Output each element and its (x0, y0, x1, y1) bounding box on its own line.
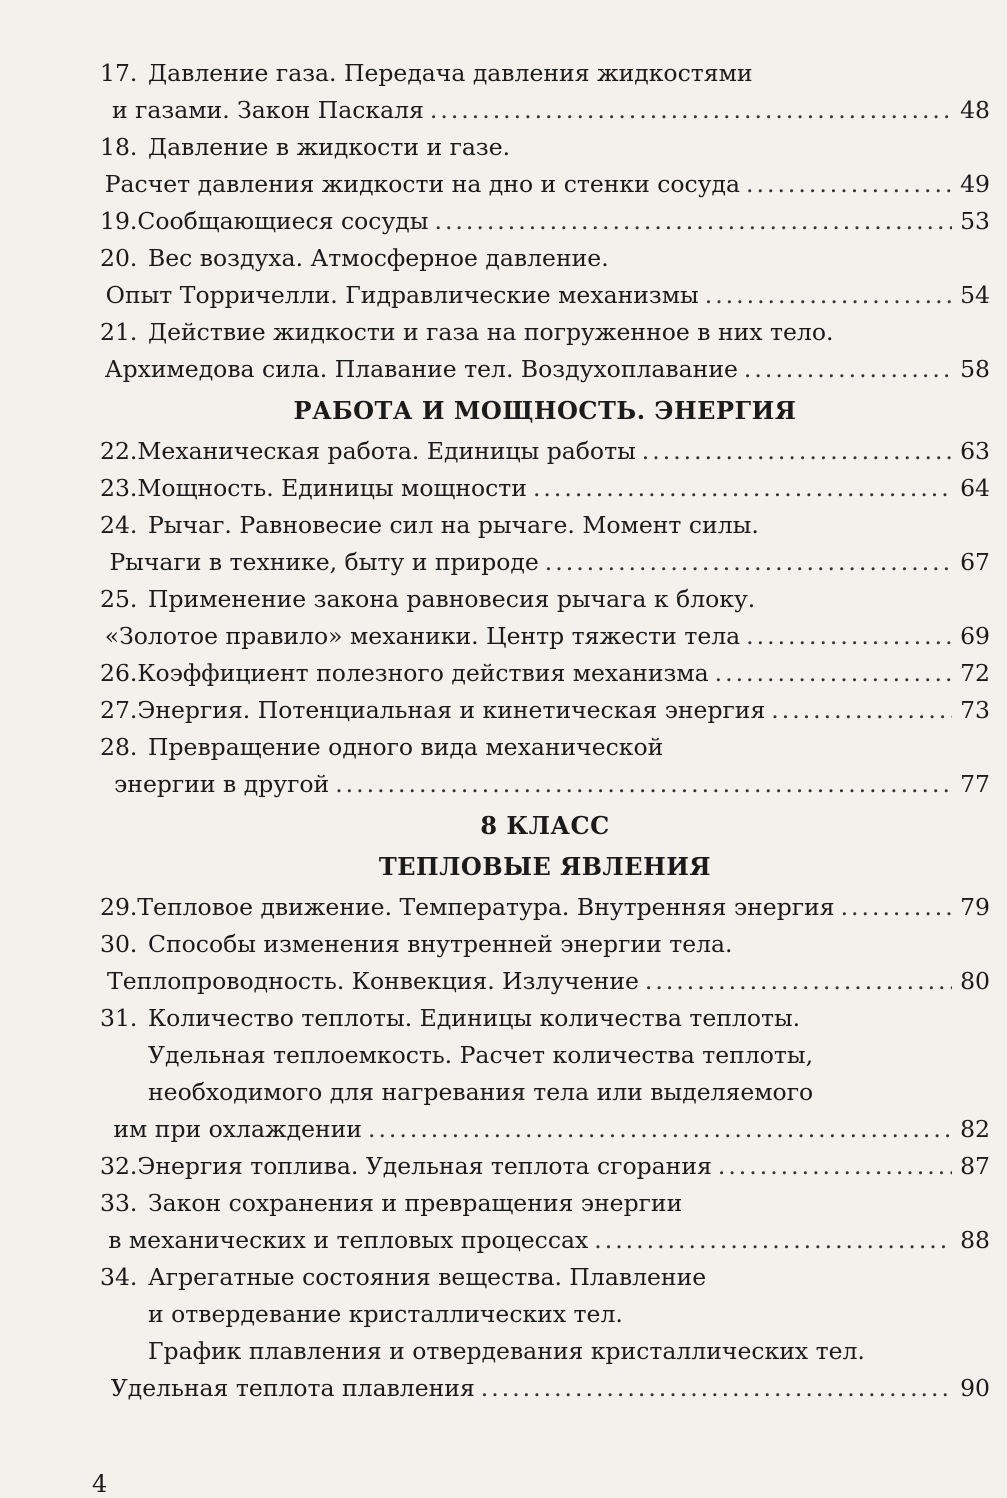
toc-entry-title: Рычаг. Равновесие сил на рычаге. Момент силы. (148, 511, 759, 539)
toc-entry (100, 470, 990, 507)
toc-entry-line (100, 963, 990, 1000)
toc-entry-line (100, 729, 990, 766)
dot-leader (771, 692, 952, 729)
toc-entry-title: Действие жидкости и газа на погруженное в них тело. (148, 318, 834, 346)
toc-entry-number: 20. (100, 244, 138, 272)
toc-entry-page: 67 (960, 548, 990, 576)
toc-entry-title: в механических и тепловых процессах (108, 1226, 589, 1254)
toc-entry (100, 314, 990, 388)
toc-entry (100, 1185, 990, 1259)
toc-entry-number: 19. (100, 207, 138, 235)
toc-entry-title: Давление в жидкости и газе. (148, 133, 511, 161)
table-of-contents (100, 55, 990, 1407)
toc-entry-title: Способы изменения внутренней энергии тела. (148, 930, 733, 958)
dot-leader (430, 92, 952, 129)
dot-leader (841, 889, 952, 926)
toc-entry-page: 77 (960, 770, 990, 798)
toc-entry-title: Агрегатные состояния вещества. Плавление (148, 1263, 707, 1291)
toc-entry-number: 21. (100, 318, 138, 346)
toc-entry-line (100, 1000, 990, 1037)
toc-entry-line (100, 240, 990, 277)
toc-entry-page: 54 (960, 281, 990, 309)
section-heading: 8 КЛАСС (480, 811, 610, 840)
toc-entry (100, 1000, 990, 1148)
toc-entry-number: 30. (100, 930, 138, 958)
dot-leader (642, 433, 952, 470)
toc-entry-title: Тепловое движение. Температура. Внутренняя энергия (137, 893, 835, 921)
toc-entry-title: Вес воздуха. Атмосферное давление. (148, 244, 609, 272)
toc-entry-line (100, 1074, 990, 1111)
dot-leader (744, 351, 952, 388)
toc-entry-line (100, 1037, 990, 1074)
toc-entry-page: 64 (960, 474, 990, 502)
toc-entry-title: Механическая работа. Единицы работы (137, 437, 636, 465)
toc-entry-line (100, 92, 990, 129)
toc-entry-title: Расчет давления жидкости на дно и стенки сосуда (104, 170, 741, 198)
toc-entry-title: Сообщающиеся сосуды (137, 207, 429, 235)
toc-entry-line (100, 433, 990, 470)
toc-entry-line (100, 277, 990, 314)
dot-leader (533, 470, 952, 507)
toc-entry-line (100, 351, 990, 388)
toc-entry-line (100, 544, 990, 581)
toc-entry (100, 692, 990, 729)
toc-entry-title: Превращение одного вида механической (148, 733, 664, 761)
toc-entry-line (100, 655, 990, 692)
toc-entry-page: 53 (960, 207, 990, 235)
toc-entry (100, 433, 990, 470)
toc-entry-title: Удельная теплоемкость. Расчет количества теплоты, (148, 1041, 814, 1069)
toc-entry-line (100, 889, 990, 926)
toc-entry-line (100, 581, 990, 618)
dot-leader (368, 1111, 952, 1148)
toc-entry-page: 58 (960, 355, 990, 383)
toc-entry-title: Удельная теплота плавления (110, 1374, 475, 1402)
toc-entry (100, 581, 990, 655)
toc-entry-number: 32. (100, 1152, 138, 1180)
toc-entry-line (100, 470, 990, 507)
toc-entry-line (100, 1222, 990, 1259)
toc-entry-page: 49 (960, 170, 990, 198)
dot-leader (481, 1370, 952, 1407)
toc-entry-line (100, 507, 990, 544)
toc-entry-title: им при охлаждении (113, 1115, 362, 1143)
toc-entry-title: Количество теплоты. Единицы количества теплоты. (148, 1004, 801, 1032)
toc-entry-line (100, 1111, 990, 1148)
toc-entry-number: 24. (100, 511, 138, 539)
toc-entry-page: 63 (960, 437, 990, 465)
toc-entry-line (100, 55, 990, 92)
toc-entry-line (100, 1370, 990, 1407)
toc-entry-title: необходимого для нагревания тела или выделяемого (148, 1078, 814, 1106)
toc-entry-line (100, 692, 990, 729)
toc-entry-number: 34. (100, 1263, 138, 1291)
toc-entry-line (100, 1333, 990, 1370)
toc-entry-title: и отвердевание кристаллических тел. (148, 1300, 623, 1328)
section-heading: РАБОТА И МОЩНОСТЬ. ЭНЕРГИЯ (293, 396, 797, 425)
toc-entry-title: Применение закона равновесия рычага к блоку. (148, 585, 756, 613)
toc-entry (100, 729, 990, 803)
toc-entry-number: 26. (100, 659, 138, 687)
dot-leader (715, 655, 952, 692)
dot-leader (705, 277, 952, 314)
toc-entry-page: 73 (960, 696, 990, 724)
toc-entry-title: Теплопроводность. Конвекция. Излучение (107, 967, 639, 995)
toc-entry (100, 926, 990, 1000)
toc-entry (100, 55, 990, 129)
toc-entry-line (100, 314, 990, 351)
toc-entry-line (100, 1296, 990, 1333)
dot-leader (335, 766, 952, 803)
page-number: 4 (92, 1470, 108, 1498)
section-heading: ТЕПЛОВЫЕ ЯВЛЕНИЯ (378, 852, 712, 881)
dot-leader (718, 1148, 952, 1185)
toc-entry-title: Коэффициент полезного действия механизма (137, 659, 709, 687)
toc-entry-number: 27. (100, 696, 138, 724)
toc-entry-number: 17. (100, 59, 138, 87)
toc-entry-title: «Золотое правило» механики. Центр тяжести тела (104, 622, 741, 650)
toc-entry-line (100, 1185, 990, 1222)
toc-entry (100, 889, 990, 926)
dot-leader (434, 203, 952, 240)
toc-entry-title: Рычаги в технике, быту и природе (109, 548, 539, 576)
toc-entry-page: 48 (960, 96, 990, 124)
toc-entry-title: Опыт Торричелли. Гидравлические механизмы (105, 281, 699, 309)
toc-entry-page: 88 (960, 1226, 990, 1254)
toc-entry-title: Закон сохранения и превращения энергии (148, 1189, 683, 1217)
toc-entry-line (100, 203, 990, 240)
toc-entry-line (100, 129, 990, 166)
toc-entry-line (100, 926, 990, 963)
dot-leader (746, 166, 952, 203)
toc-entry (100, 1148, 990, 1185)
toc-entry-number: 23. (100, 474, 138, 502)
toc-entry-page: 87 (960, 1152, 990, 1180)
toc-entry-title: энергии в другой (114, 770, 330, 798)
toc-entry-title: График плавления и отвердевания кристаллических тел. (148, 1337, 865, 1365)
toc-entry (100, 507, 990, 581)
dot-leader (594, 1222, 952, 1259)
toc-entry-number: 31. (100, 1004, 138, 1032)
toc-entry (100, 1259, 990, 1407)
toc-entry-title: Энергия топлива. Удельная теплота сгорания (137, 1152, 712, 1180)
toc-entry (100, 655, 990, 692)
toc-entry-number: 28. (100, 733, 138, 761)
toc-entry-line (100, 618, 990, 655)
toc-entry (100, 203, 990, 240)
toc-entry-number: 25. (100, 585, 138, 613)
toc-entry-number: 33. (100, 1189, 138, 1217)
toc-entry-title: Мощность. Единицы мощности (137, 474, 527, 502)
toc-entry-title: и газами. Закон Паскаля (111, 96, 424, 124)
toc-entry-title: Энергия. Потенциальная и кинетическая энергия (137, 696, 766, 724)
toc-entry-line (100, 1259, 990, 1296)
toc-entry-line (100, 166, 990, 203)
toc-entry-page: 82 (960, 1115, 990, 1143)
toc-entry-page: 69 (960, 622, 990, 650)
toc-entry-number: 18. (100, 133, 138, 161)
dot-leader (545, 544, 952, 581)
toc-entry-page: 72 (960, 659, 990, 687)
toc-entry (100, 240, 990, 314)
toc-entry-number: 22. (100, 437, 138, 465)
toc-entry-page: 79 (960, 893, 990, 921)
toc-entry-title: Давление газа. Передача давления жидкостями (148, 59, 753, 87)
toc-entry-line (100, 766, 990, 803)
toc-entry-page: 80 (960, 967, 990, 995)
toc-entry-page: 90 (960, 1374, 990, 1402)
toc-entry-line (100, 1148, 990, 1185)
toc-entry-number: 29. (100, 893, 138, 921)
toc-entry (100, 129, 990, 203)
dot-leader (746, 618, 952, 655)
toc-entry-title: Архимедова сила. Плавание тел. Воздухоплавание (104, 355, 738, 383)
dot-leader (645, 963, 952, 1000)
